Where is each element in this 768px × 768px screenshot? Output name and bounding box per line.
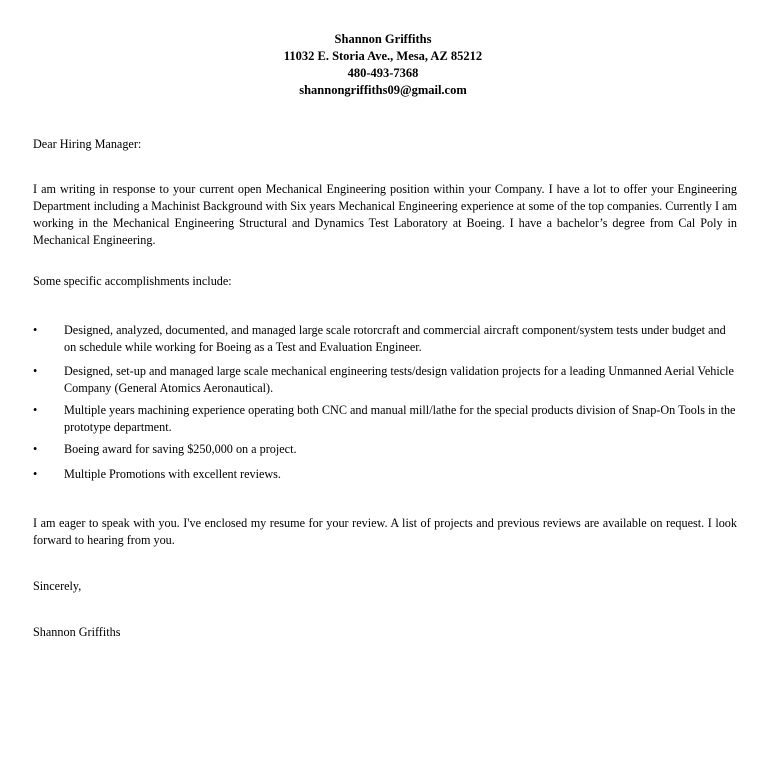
salutation: Dear Hiring Manager: bbox=[33, 137, 142, 151]
signature-name: Shannon Griffiths bbox=[33, 625, 121, 639]
bullet-icon: • bbox=[33, 467, 38, 481]
intro-paragraph: I am writing in response to your current open Mechanical Engineering position within your Company. I have a lot to offer your Engineering Department including a Machinist Background with Six years Mechanical Engineering experience at some of the top companies. Currently I am working in the Mechanical Engineering Structural and Dynamics Test Laboratory at Boeing. I have a bachelor’s degree from Cal Poly in Mechanical Engineering. bbox=[33, 182, 737, 247]
sender-address: 11032 E. Storia Ave., Mesa, AZ 85212 bbox=[283, 49, 483, 63]
list-item-text: Multiple years machining experience operating both CNC and manual mill/lathe for the special products division of Snap-On Tools in the prototype department. bbox=[64, 403, 736, 434]
sender-name: Shannon Griffiths bbox=[334, 32, 432, 46]
sender-phone: 480-493-7368 bbox=[347, 66, 419, 80]
list-item-text: Multiple Promotions with excellent reviews. bbox=[64, 467, 281, 481]
list-item-text: Boeing award for saving $250,000 on a project. bbox=[64, 442, 297, 456]
sender-email: shannongriffiths09@gmail.com bbox=[299, 83, 467, 97]
bullet-icon: • bbox=[33, 442, 38, 456]
closing-paragraph: I am eager to speak with you. I've enclosed my resume for your review. A list of projects and previous reviews are available on request. I look forward to hearing from you. bbox=[33, 516, 737, 547]
signoff: Sincerely, bbox=[33, 579, 82, 593]
accomplishments-intro: Some specific accomplishments include: bbox=[33, 274, 232, 288]
letter-header bbox=[0, 31, 768, 99]
bullet-icon: • bbox=[33, 323, 38, 337]
list-item-text: Designed, set-up and managed large scale mechanical engineering tests/design validation projects for a leading Unmanned Aerial Vehicle Company (General Atomics Aeronautical). bbox=[64, 364, 734, 395]
bullet-icon: • bbox=[33, 364, 38, 378]
bullet-icon: • bbox=[33, 403, 38, 417]
list-item-text: Designed, analyzed, documented, and managed large scale rotorcraft and commercial aircraft component/system tests under budget and on schedule while working for Boeing as a Test and Evaluation Engineer. bbox=[64, 323, 726, 354]
